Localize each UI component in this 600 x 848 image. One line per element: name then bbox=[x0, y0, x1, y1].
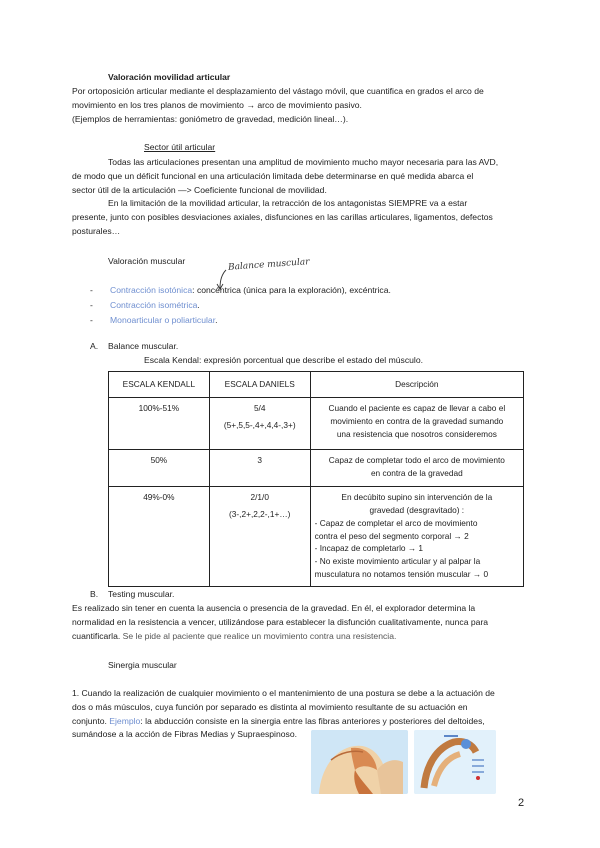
table-header-row bbox=[109, 372, 524, 398]
text-line: En la limitación de la movilidad articular, la retracción de los antagonistas SIEMPRE va a estar bbox=[108, 198, 468, 209]
text-line: Todas las articulaciones presentan una amplitud de movimiento mucho mayor necesaria para las AVD, bbox=[108, 157, 499, 167]
text-line: Por ortoposición articular mediante el desplazamiento del vástago móvil, que cuantifica en grados el arco de bbox=[72, 86, 484, 96]
text-line: cuantificarla. Se le pide al paciente que realice un movimiento contra una resistencia. bbox=[72, 630, 397, 641]
cell-description: Capaz de completar todo el arco de movimiento en contra de la gravedad bbox=[310, 450, 523, 487]
text-line: presente, junto con posibles desviaciones axiales, disfunciones en las carillas articulares, ligamentos, defectos bbox=[72, 212, 493, 222]
list-item: - Contracción isotónica: concéntrica (única para la exploración), excéntrica. bbox=[90, 285, 391, 295]
text-line: Es realizado sin tener en cuenta la ausencia o presencia de la gravedad. En él, el explorador determina la bbox=[72, 603, 476, 613]
table-row bbox=[109, 450, 524, 487]
shoulder-anatomy-image bbox=[311, 730, 408, 794]
contraction-list bbox=[90, 284, 530, 329]
heading-testing-muscular: Testing muscular. bbox=[108, 589, 175, 599]
link-contraccion-isometrica[interactable]: Contracción isométrica bbox=[110, 300, 198, 310]
cell-daniels: 5/4 (5+,5,5-,4+,4,4-,3+) bbox=[209, 398, 310, 450]
cell-daniels: 3 bbox=[209, 450, 310, 487]
text-line: dos o más músculos, cuya función por separado es distinta al movimiento resultante de su actuación en bbox=[72, 701, 468, 712]
page-number: 2 bbox=[518, 797, 525, 809]
marker-b: B. bbox=[90, 589, 99, 599]
link-monoarticular[interactable]: Monoarticular o poliarticular bbox=[110, 315, 216, 325]
paragraph-movilidad bbox=[72, 85, 542, 126]
table-row bbox=[109, 487, 524, 587]
column-header: ESCALA DANIELS bbox=[209, 372, 310, 398]
list-item: - Contracción isométrica. bbox=[90, 300, 200, 310]
column-header: ESCALA KENDALL bbox=[109, 372, 210, 398]
column-header: Descripción bbox=[310, 372, 523, 398]
link-contraccion-isotonica[interactable]: Contracción isotónica bbox=[110, 285, 193, 295]
shoulder-illustration-icon bbox=[311, 730, 408, 794]
heading-valoracion-muscular: Valoración muscular bbox=[108, 256, 186, 266]
balance-table bbox=[108, 371, 524, 587]
cell-kendall: 50% bbox=[109, 450, 210, 487]
text-line: normalidad en la resistencia a vencer, utilizándose para establecer la disfunción cualitativamente, nunca para bbox=[72, 616, 489, 627]
cell-description: Cuando el paciente es capaz de llevar a cabo el movimiento en contra de la gravedad sumando una resistencia que nosotros consideremos bbox=[310, 398, 523, 450]
subtitle-escala-kendal: Escala Kendal: expresión porcentual que describe el estado del músculo. bbox=[144, 355, 423, 365]
text-line: sector útil de la articulación —> Coeficiente funcional de movilidad. bbox=[72, 184, 327, 195]
cell-kendall: 100%-51% bbox=[109, 398, 210, 450]
cell-description: En decúbito supino sin intervención de la gravedad (desgravitado) : - Capaz de completar el arco de movimiento contra el peso del segmento corporal → 2 - Incapaz de completarlo → 1 - No existe movimiento articular y al palpar la musculatura no notamos tensión muscular → 0 bbox=[310, 487, 523, 587]
heading-sector-util: Sector útil articular bbox=[144, 142, 216, 152]
deltoid-diagram-image bbox=[414, 730, 496, 794]
deltoid-fibers-illustration-icon bbox=[414, 730, 496, 794]
text-line: (Ejemplos de herramientas: goniómetro de gravedad, medición lineal…). bbox=[72, 113, 349, 124]
cell-kendall: 49%-0% bbox=[109, 487, 210, 587]
paragraph-testing bbox=[72, 602, 547, 643]
text-line: sumándose a la acción de Fibras Medias y Supraespinoso. bbox=[72, 729, 297, 740]
heading-sinergia: Sinergia muscular bbox=[108, 660, 177, 670]
text-line: 1. Cuando la realización de cualquier movimiento o el mantenimiento de una postura se debe a la actuación de bbox=[72, 688, 495, 698]
link-ejemplo[interactable]: Ejemplo bbox=[109, 715, 141, 726]
text-line: de modo que un déficit funcional en una articulación limitada debe determinarse en qué medida abarca el bbox=[72, 170, 474, 181]
list-item: - Monoarticular o poliarticular. bbox=[90, 315, 218, 325]
heading-balance-muscular: Balance muscular. bbox=[108, 341, 179, 351]
text-line: conjunto. Ejemplo: la abducción consiste en la sinergia entre las fibras anteriores y posteriores del deltoides, bbox=[72, 715, 485, 726]
marker-a: A. bbox=[90, 341, 99, 351]
handwritten-note: Balance muscular bbox=[227, 257, 310, 273]
paragraph-sector bbox=[72, 156, 542, 239]
text-line: posturales… bbox=[72, 225, 121, 236]
table-row bbox=[109, 398, 524, 450]
heading-movilidad: Valoración movilidad articular bbox=[108, 72, 231, 82]
cell-daniels: 2/1/0 (3-,2+,2,2-,1+…) bbox=[209, 487, 310, 587]
text-line: movimiento en los tres planos de movimiento → arco de movimiento pasivo. bbox=[72, 99, 362, 110]
